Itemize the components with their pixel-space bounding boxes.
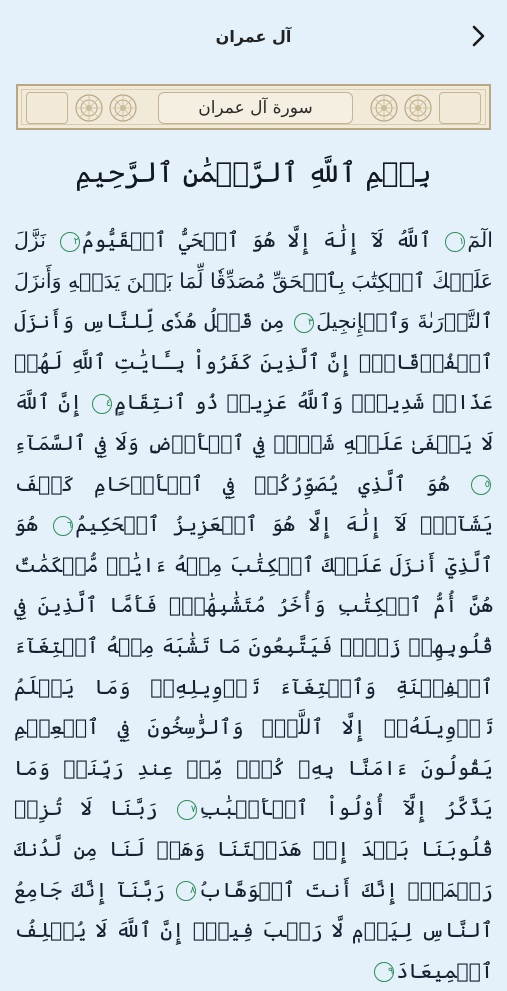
ayah-number-marker[interactable]: ٨: [176, 881, 196, 901]
verse-text: إِنَّ ٱللَّهَ لَا يَخۡفَىٰ عَلَيۡهِ شَيۡءٞ فِي ٱلۡأَرۡضِ وَلَا فِي ٱلسَّمَآءِ: [14, 390, 493, 455]
back-button[interactable]: [465, 22, 493, 50]
banner-ornament-left: [26, 92, 68, 124]
ayah-number-marker[interactable]: ٧: [177, 800, 197, 820]
ayah-number-marker[interactable]: ١: [445, 232, 465, 252]
verse-text: مِن قَبۡلُ هُدٗى لِّلنَّاسِ وَأَنزَلَ ٱلۡفُرۡقَانَۗ إِنَّ ٱلَّذِينَ كَفَرُواْ بِـَٔايَٰتِ ٱللَّهِ لَهُمۡ عَذَابٞ شَدِيدٞۗ وَٱللَّهُ عَزِيزٞ ذُو ٱنتِقَامٍ: [14, 309, 493, 415]
surah-name-label: سورة آل عمران: [158, 92, 353, 124]
ayah-number-marker[interactable]: ٩: [374, 962, 394, 982]
surah-banner: [16, 84, 491, 130]
verse-text: هُوَ ٱلَّذِي يُصَوِّرُكُمۡ فِي ٱلۡأَرۡحَامِ كَيۡفَ يَشَآءُۚ لَآ إِلَٰهَ إِلَّا هُوَ ٱلۡعَزِيزُ ٱلۡحَكِيمُ: [14, 471, 493, 537]
verses-text: [14, 220, 493, 983]
ayah-number-marker[interactable]: ٦: [53, 516, 73, 536]
banner-ornament-right: [439, 92, 481, 124]
rosette-ornament-icon: [72, 91, 106, 125]
ayah-number-marker[interactable]: ٤: [92, 394, 112, 414]
verse-text: هُوَ ٱلَّذِيٓ أَنزَلَ عَلَيۡكَ ٱلۡكِتَٰبَ مِنۡهُ ءَايَٰتٞ مُّحۡكَمَٰتٌ هُنَّ أُمُّ ٱلۡكِتَٰبِ وَأُخَرُ مُتَشَٰبِهَٰتٞۖ فَأَمَّا ٱلَّذِينَ فِي قُلُوبِهِمۡ زَيۡغٞ فَيَتَّبِعُونَ مَا تَشَٰبَهَ مِنۡهُ ٱبۡتِغَآءَ ٱلۡفِتۡنَةِ وَٱبۡتِغَآءَ تَأۡوِيلِهِۦۖ وَمَا يَعۡلَمُ تَأۡوِيلَهُۥٓ إِلَّا ٱللَّهُۗ وَٱلرَّٰسِخُونَ فِي ٱلۡعِلۡمِ يَقُولُونَ ءَامَنَّا بِهِۦ كُلّٞ مِّنۡ عِندِ رَبِّنَاۗ وَمَا يَذَّكَّرُ إِلَّآ أُوْلُواْ ٱلۡأَلۡبَٰبِ: [14, 512, 493, 821]
verse-text: الٓمٓ: [467, 228, 493, 252]
verse-text: نَزَّلَ عَلَيۡكَ ٱلۡكِتَٰبَ بِٱلۡحَقِّ مُصَدِّقٗا لِّمَا بَيۡنَ يَدَيۡهِ وَأَنزَلَ ٱلتَّوۡرَىٰةَ وَٱلۡإِنجِيلَ: [14, 228, 493, 334]
verse-text: رَبَّنَآ إِنَّكَ جَامِعُ ٱلنَّاسِ لِيَوۡمٖ لَّا رَيۡبَ فِيهِۚ إِنَّ ٱللَّهَ لَا يُخۡلِفُ ٱلۡمِيعَادَ: [14, 877, 493, 983]
ayah-number-marker[interactable]: ٢: [60, 232, 80, 252]
verse-text: ٱللَّهُ لَآ إِلَٰهَ إِلَّا هُوَ ٱلۡحَيُّ ٱلۡقَيُّومُ: [81, 228, 432, 252]
basmala: بِسۡمِ ٱللَّهِ ٱلرَّحۡمَٰنِ ٱلرَّحِيمِ: [75, 156, 432, 189]
verse-text: رَبَّنَا لَا تُزِغۡ قُلُوبَنَا بَعۡدَ إِذۡ هَدَيۡتَنَا وَهَبۡ لَنَا مِن لَّدُنكَ رَحۡمَةًۚ إِنَّكَ أَنتَ ٱلۡوَهَّابُ: [14, 796, 493, 902]
ayah-number-marker[interactable]: ٣: [294, 313, 314, 333]
page-title: آل عمران: [215, 26, 292, 46]
rosette-ornament-icon: [367, 91, 401, 125]
top-bar: [0, 0, 507, 72]
ayah-number-marker[interactable]: ٥: [471, 475, 491, 495]
chevron-right-icon: [472, 25, 486, 47]
rosette-ornament-icon: [401, 91, 435, 125]
rosette-ornament-icon: [106, 91, 140, 125]
